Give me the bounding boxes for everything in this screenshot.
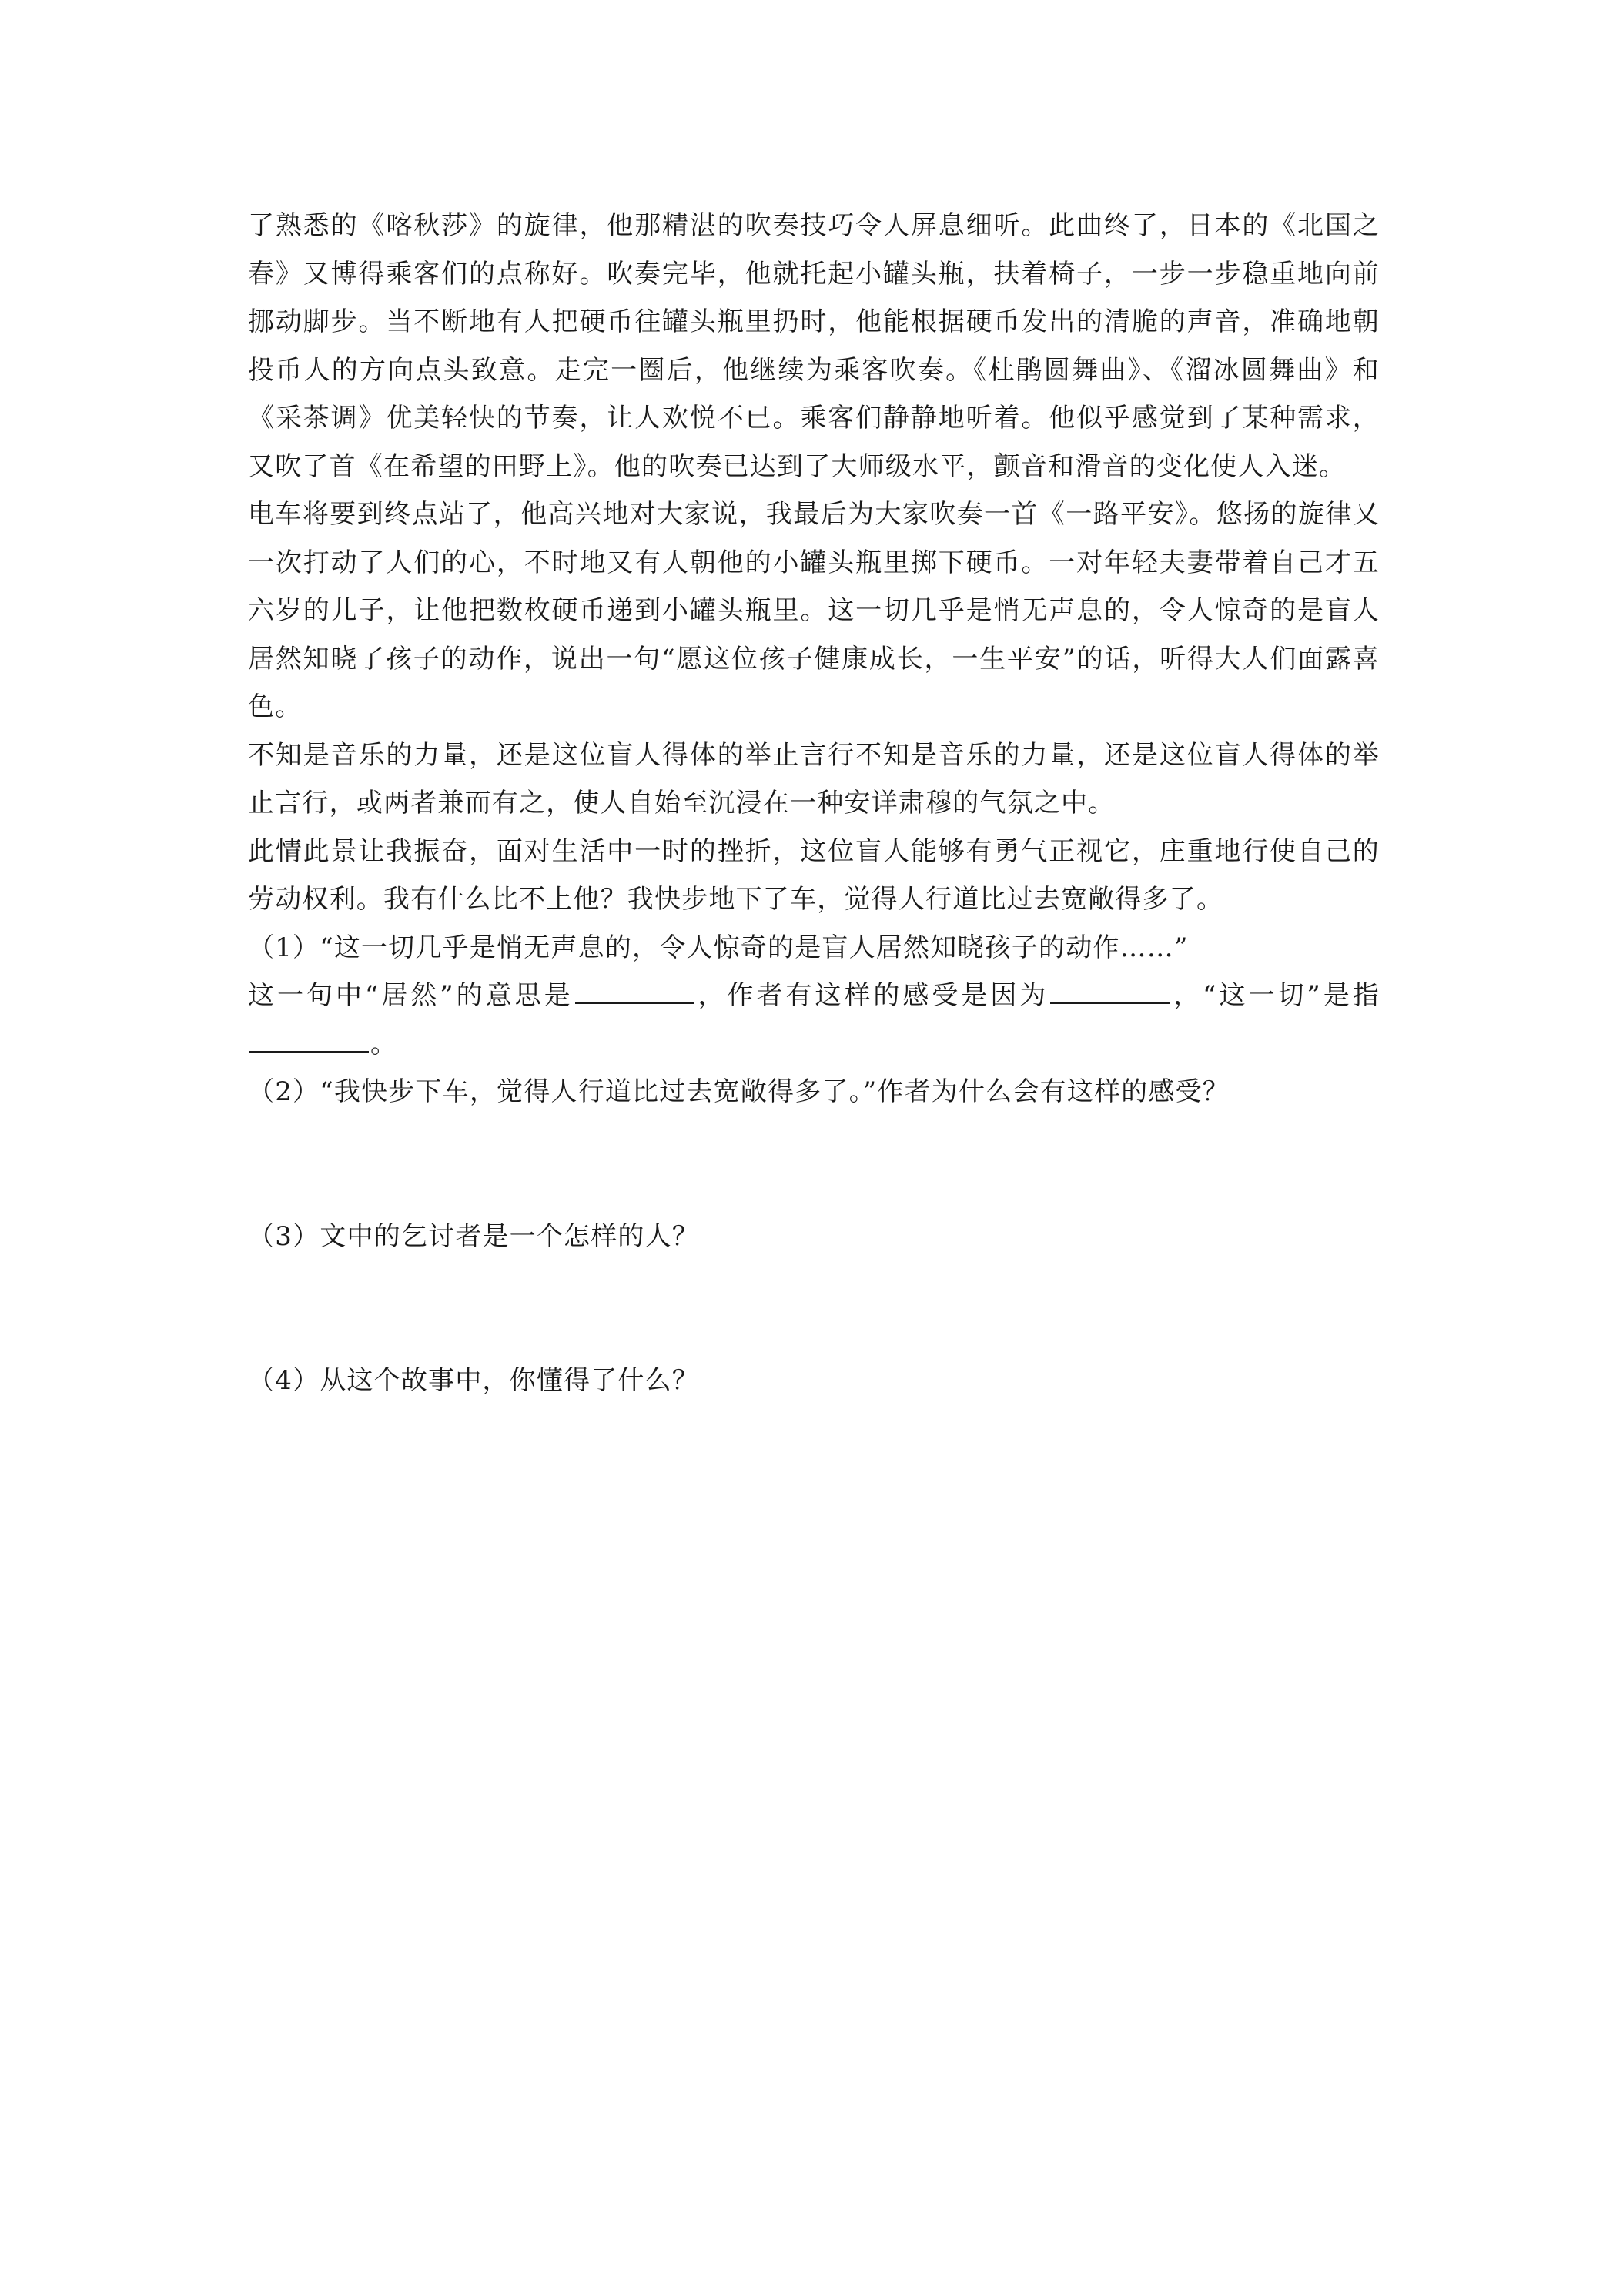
passage-paragraph-3: 不知是音乐的力量，还是这位盲人得体的举止言行不知是音乐的力量，还是这位盲人得体的举止言行，或两者兼而有之，使人自始至沉浸在一种安详肃穆的气氛之中。 xyxy=(248,739,1380,818)
question-1-part-a: 这一句中“居然”的意思是 xyxy=(248,980,574,1011)
question-3: （3）文中的乞讨者是一个怎样的人？ xyxy=(248,1220,700,1252)
passage-paragraph-4: 此情此景让我振奋，面对生活中一时的挫折，这位盲人能够有勇气正视它，庄重地行使自己的劳动权利。我有什么比不上他？我快步地下了车，觉得人行道比过去宽敞得多了。 xyxy=(248,835,1380,915)
question-4: （4）从这个故事中，你懂得了什么？ xyxy=(248,1365,700,1396)
question-1-part-c: ，“这一切”是指 xyxy=(1171,980,1380,1011)
question-2: （2）“我快步下车，觉得人行道比过去宽敞得多了。”作者为什么会有这样的感受？ xyxy=(248,1076,1230,1107)
reading-passage xyxy=(248,202,1380,1405)
question-1-part-b: ，作者有这样的感受是因为 xyxy=(695,980,1049,1011)
question-1-body xyxy=(248,972,1380,1068)
answer-area-3[interactable] xyxy=(248,1260,1380,1357)
answer-blank-2[interactable] xyxy=(1050,976,1170,1004)
answer-blank-3[interactable] xyxy=(249,1025,369,1053)
answer-area-2[interactable] xyxy=(248,1116,1380,1213)
question-1-stem: （1）“这一切几乎是悄无声息的，令人惊奇的是盲人居然知晓孩子的动作……” xyxy=(248,932,1189,963)
passage-paragraph-2: 电车将要到终点站了，他高兴地对大家说，我最后为大家吹奏一首《一路平安》。悠扬的旋律又一次打动了人们的心，不时地又有人朝他的小罐头瓶里掷下硬币。一对年轻夫妻带着自己才五六岁的儿子，让他把数枚硬币递到小罐头瓶里。这一切几乎是悄无声息的，令人惊奇的是盲人居然知晓了孩子的动作，说出一句“愿这位孩子健康成长，一生平安”的话，听得大人们面露喜色。 xyxy=(248,499,1380,722)
passage-paragraph-1: 了熟悉的《喀秋莎》的旋律，他那精湛的吹奏技巧令人屏息细听。此曲终了，日本的《北国之春》又博得乘客们的点称好。吹奏完毕，他就托起小罐头瓶，扶着椅子，一步一步稳重地向前挪动脚步。当不断地有人把硬币往罐头瓶里扔时，他能根据硬币发出的清脆的声音，准确地朝投币人的方向点头致意。走完一圈后，他继续为乘客吹奏。《杜鹃圆舞曲》、《溜冰圆舞曲》和《采茶调》优美轻快的节奏，让人欢悦不已。乘客们静静地听着。他似乎感觉到了某种需求，又吹了首《在希望的田野上》。他的吹奏已达到了大师级水平，颤音和滑音的变化使人入迷。 xyxy=(248,210,1380,482)
answer-blank-1[interactable] xyxy=(575,976,694,1004)
question-1-part-d: 。 xyxy=(370,1028,398,1059)
